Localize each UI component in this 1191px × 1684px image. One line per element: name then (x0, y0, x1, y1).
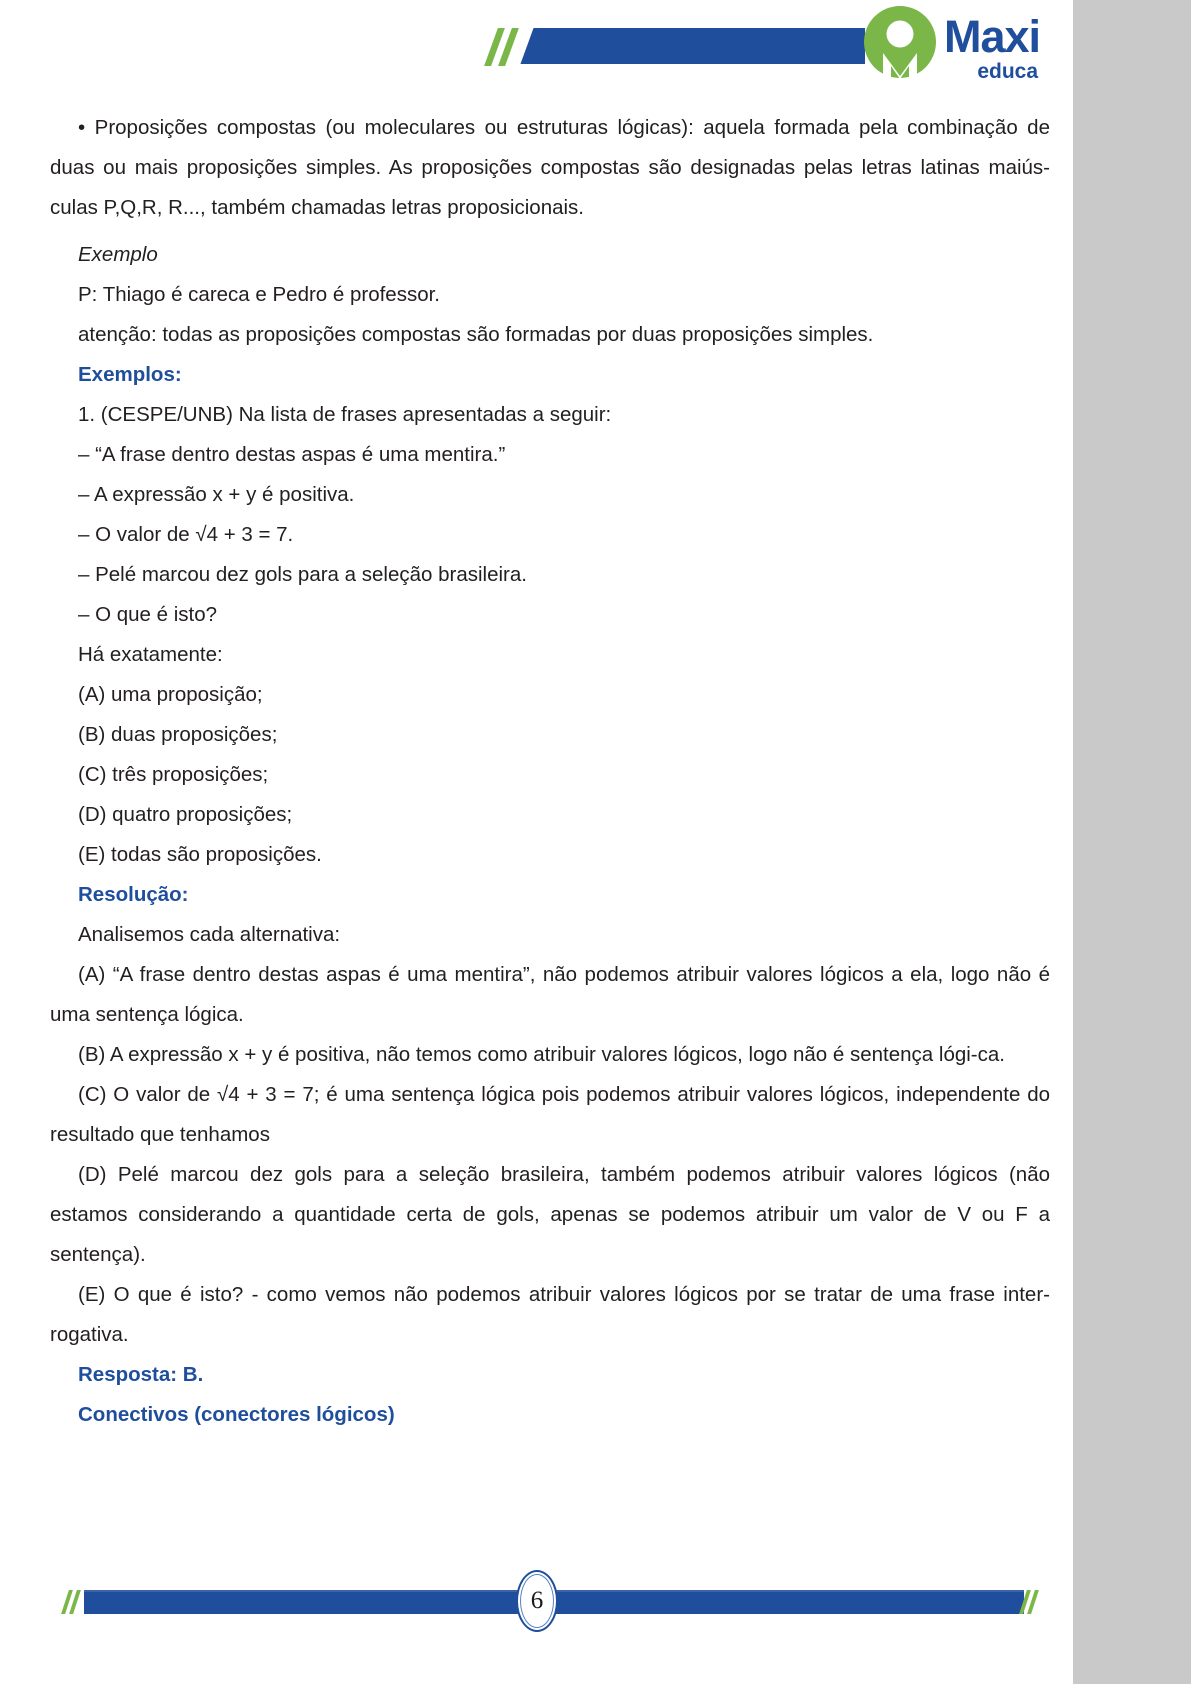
paragraph-exemplo-label: Exemplo (78, 243, 158, 266)
option-c: (C) três proposições; (78, 763, 269, 786)
page-content (50, 108, 1050, 1435)
header-blue-bar-cap (690, 28, 865, 64)
page-number: 6 (530, 1587, 544, 1614)
resolution-d: (D) Pelé marcou dez gols para a seleção brasileira, também podemos atribuir valores lógicos (não estamos considerando a quantidade certa de gols, apenas se podemos atribuir um valor de V ou F a sentença). (50, 1163, 1050, 1266)
paragraph-proposicoes-compostas: • Proposições compostas (ou moleculares ou estruturas lógicas): aquela formada pela combinação de duas ou mais proposições simples. As proposições compostas são designadas pelas letras latinas maiús-culas P,Q,R, R..., também chamadas letras proposicionais. (50, 116, 1050, 219)
maxi-logo-mark-icon (862, 6, 938, 82)
heading-resolucao: Resolução: (78, 883, 189, 906)
paragraph-analisemos: Analisemos cada alternativa: (78, 923, 341, 946)
resolution-e: (E) O que é isto? - como vemos não podemos atribuir valores lógicos por se tratar de uma frase inter-rogativa. (50, 1283, 1050, 1346)
paragraph-exemplo-p: P: Thiago é careca e Pedro é professor. (78, 283, 441, 306)
paragraph-ha-exatamente: Há exatamente: (78, 643, 223, 666)
maxi-educa-logo (862, 6, 1052, 92)
heading-conectivos: Conectivos (conectores lógicos) (78, 1403, 395, 1426)
heading-resposta: Resposta: B. (78, 1363, 204, 1386)
list-item-frase-3: – O valor de √4 + 3 = 7. (78, 523, 294, 546)
paragraph-atencao: atenção: todas as proposições compostas são formadas por duas proposições simples. (78, 323, 874, 346)
page-number-badge (516, 1570, 558, 1632)
list-item-frase-4: – Pelé marcou dez gols para a seleção brasileira. (78, 563, 527, 586)
option-b: (B) duas proposições; (78, 723, 278, 746)
list-item-frase-5: – O que é isto? (78, 603, 218, 626)
page-footer (0, 1576, 1073, 1622)
logo-wordmark (944, 11, 1041, 83)
resolution-a: (A) “A frase dentro destas aspas é uma mentira”, não podemos atribuir valores lógicos a ela, logo não é uma sentença lógica. (50, 963, 1050, 1026)
logo-brand-primary: Maxi (944, 11, 1041, 62)
heading-exemplos: Exemplos: (78, 363, 182, 386)
option-d: (D) quatro proposições; (78, 803, 293, 826)
option-e: (E) todas são proposições. (78, 843, 322, 866)
footer-slashes-right-icon (1022, 1590, 1052, 1614)
logo-brand-secondary: educa (977, 60, 1039, 83)
paragraph-questao-1: 1. (CESPE/UNB) Na lista de frases apresentadas a seguir: (78, 403, 612, 426)
resolution-b: (B) A expressão x + y é positiva, não temos como atribuir valores lógicos, logo não é sentença lógi-ca. (78, 1043, 1005, 1066)
resolution-c: (C) O valor de √4 + 3 = 7; é uma sentença lógica pois podemos atribuir valores lógicos, independente do resultado que tenhamos (50, 1083, 1050, 1146)
option-a: (A) uma proposição; (78, 683, 263, 706)
list-item-frase-2: – A expressão x + y é positiva. (78, 483, 355, 506)
page-header (0, 0, 1073, 96)
page-gutter (1073, 0, 1191, 1684)
list-item-frase-1: – “A frase dentro destas aspas é uma mentira.” (78, 443, 506, 466)
